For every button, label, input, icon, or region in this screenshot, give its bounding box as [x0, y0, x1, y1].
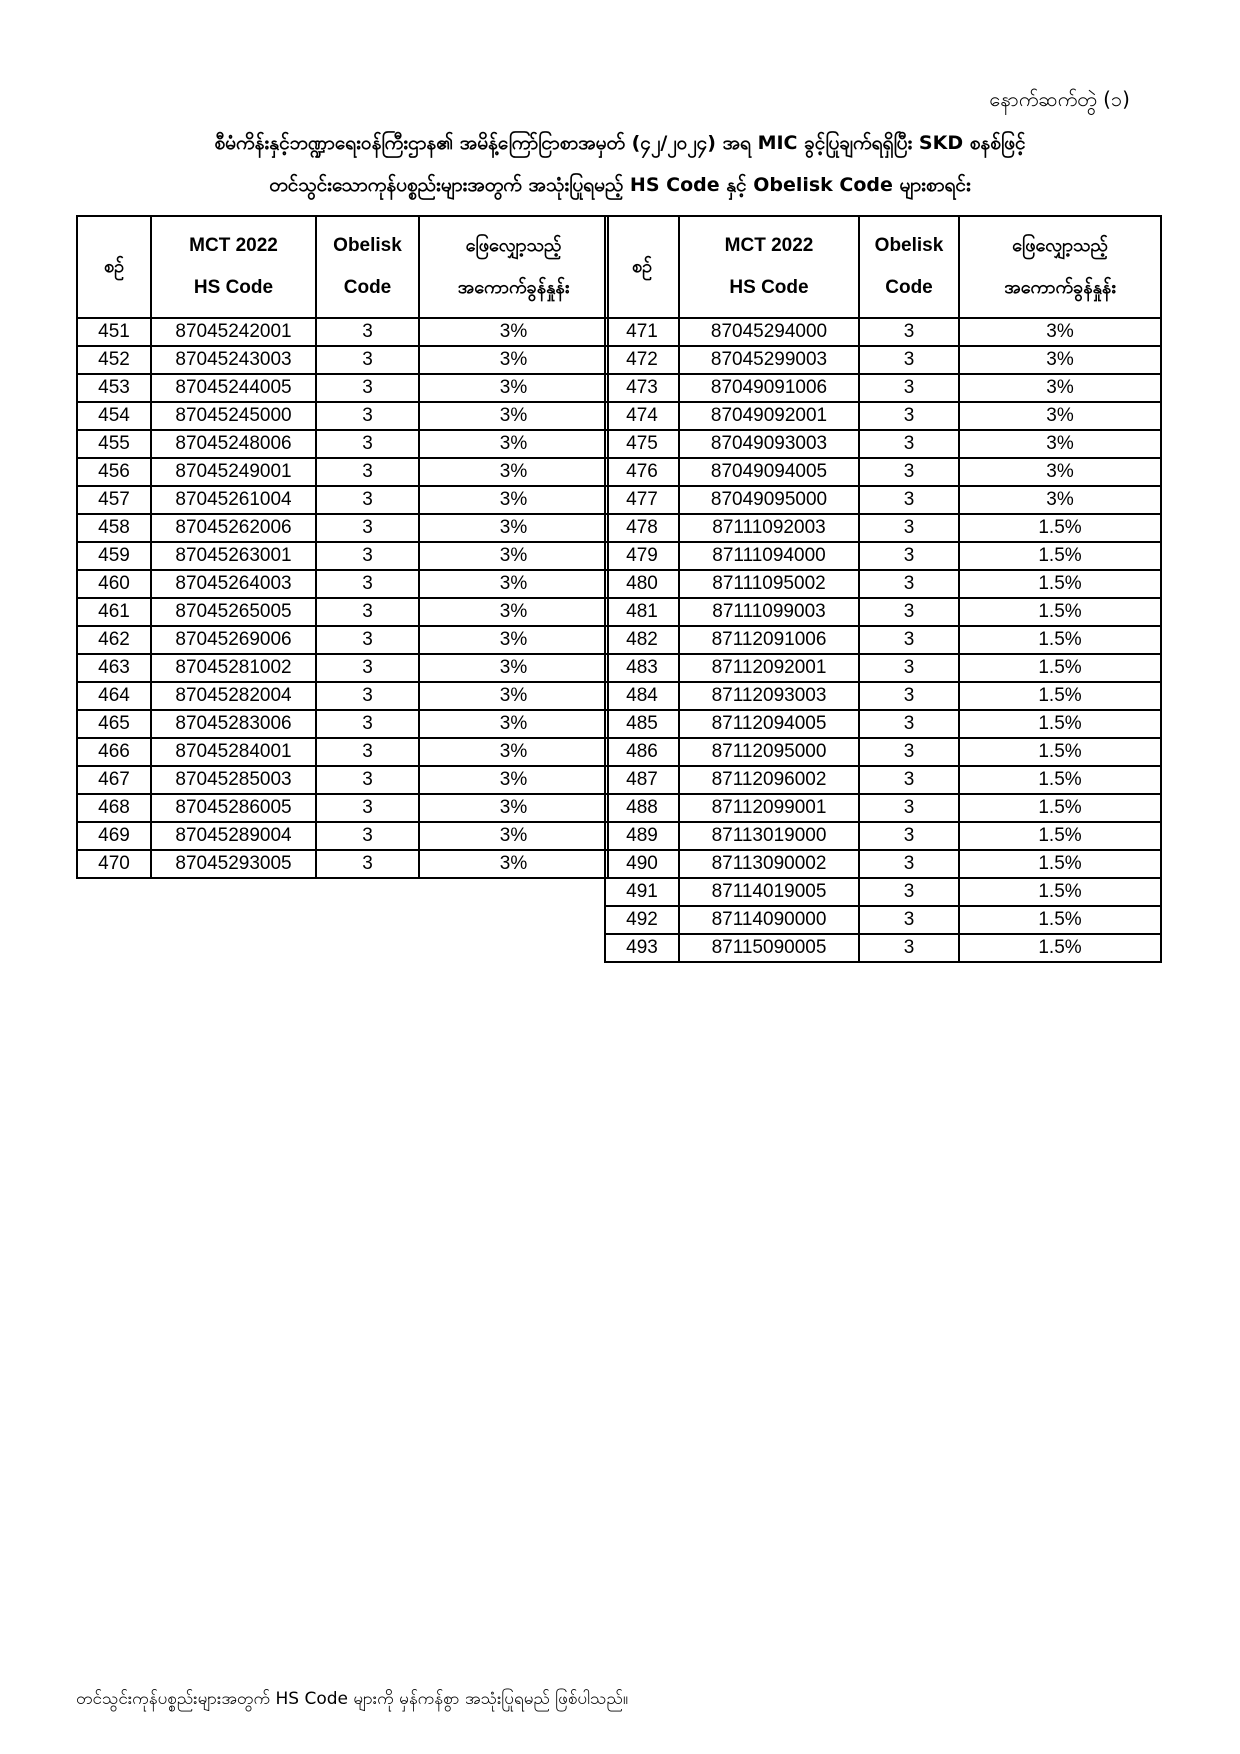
hs-code-cell: 87113090002	[679, 850, 859, 878]
obelisk-code-cell: 3	[859, 346, 959, 374]
annex-label: နောက်ဆက်တွဲ (၁)	[989, 87, 1130, 111]
hs-code-cell: 87045299003	[679, 346, 859, 374]
obelisk-code-cell: 3	[859, 402, 959, 430]
hs-code-cell: 87045282004	[151, 682, 316, 710]
obelisk-code-cell: 3	[859, 458, 959, 486]
obelisk-code-cell: 3	[859, 682, 959, 710]
header-hs-code-line2: HS Code	[729, 277, 809, 298]
obelisk-code-cell: 3	[859, 626, 959, 654]
obelisk-code-cell: 3	[859, 374, 959, 402]
duty-rate-cell: 3%	[419, 738, 608, 766]
duty-rate-cell: 1.5%	[959, 822, 1161, 850]
duty-rate-cell: 1.5%	[959, 514, 1161, 542]
table-row	[77, 542, 608, 570]
serial-cell: 455	[77, 430, 151, 458]
obelisk-code-cell: 3	[316, 570, 419, 598]
duty-rate-cell: 1.5%	[959, 878, 1161, 906]
serial-cell: 467	[77, 766, 151, 794]
obelisk-code-cell: 3	[859, 710, 959, 738]
serial-cell: 488	[605, 794, 679, 822]
table-row	[605, 766, 1161, 794]
hs-code-cell: 87113019000	[679, 822, 859, 850]
obelisk-code-cell: 3	[859, 906, 959, 934]
hs-code-cell: 87045264003	[151, 570, 316, 598]
obelisk-code-cell: 3	[859, 850, 959, 878]
table-row	[77, 570, 608, 598]
serial-cell: 478	[605, 514, 679, 542]
duty-rate-cell: 3%	[419, 710, 608, 738]
hs-code-cell: 87045262006	[151, 514, 316, 542]
header-rate-line1: ဖြေလျှော့သည့်	[465, 235, 562, 256]
duty-rate-cell: 3%	[419, 486, 608, 514]
hs-code-cell: 87111099003	[679, 598, 859, 626]
header-duty-rate	[419, 216, 608, 318]
table-row	[605, 710, 1161, 738]
table-row	[77, 654, 608, 682]
duty-rate-cell: 1.5%	[959, 598, 1161, 626]
hs-code-cell: 87115090005	[679, 934, 859, 962]
table-row	[605, 822, 1161, 850]
table-row	[605, 486, 1161, 514]
table-row	[605, 374, 1161, 402]
table-row	[77, 374, 608, 402]
table-row	[77, 318, 608, 346]
header-serial: စဉ်	[605, 216, 679, 318]
obelisk-code-cell: 3	[859, 794, 959, 822]
table-row	[605, 626, 1161, 654]
serial-cell: 483	[605, 654, 679, 682]
duty-rate-cell: 3%	[419, 570, 608, 598]
table-row	[605, 850, 1161, 878]
header-obelisk-code	[859, 216, 959, 318]
serial-cell: 479	[605, 542, 679, 570]
hs-code-cell: 87112099001	[679, 794, 859, 822]
serial-cell: 476	[605, 458, 679, 486]
table-row	[605, 542, 1161, 570]
header-obelisk-line2: Code	[343, 277, 392, 298]
serial-cell: 469	[77, 822, 151, 850]
obelisk-code-cell: 3	[316, 738, 419, 766]
obelisk-code-cell: 3	[316, 850, 419, 878]
table-row	[77, 402, 608, 430]
header-obelisk-line2: Code	[885, 277, 933, 298]
serial-cell: 454	[77, 402, 151, 430]
table-row	[605, 682, 1161, 710]
serial-cell: 457	[77, 486, 151, 514]
table-row	[77, 430, 608, 458]
header-serial: စဉ်	[77, 216, 151, 318]
duty-rate-cell: 3%	[419, 318, 608, 346]
hs-code-cell: 87112095000	[679, 738, 859, 766]
serial-cell: 459	[77, 542, 151, 570]
duty-rate-cell: 3%	[419, 654, 608, 682]
table-row	[605, 346, 1161, 374]
obelisk-code-cell: 3	[859, 542, 959, 570]
duty-rate-cell: 3%	[419, 374, 608, 402]
table-row	[77, 682, 608, 710]
obelisk-code-cell: 3	[316, 822, 419, 850]
serial-cell: 461	[77, 598, 151, 626]
hs-code-cell: 87049091006	[679, 374, 859, 402]
obelisk-code-cell: 3	[859, 486, 959, 514]
serial-cell: 452	[77, 346, 151, 374]
duty-rate-cell: 1.5%	[959, 766, 1161, 794]
duty-rate-cell: 3%	[959, 402, 1161, 430]
hs-code-cell: 87045249001	[151, 458, 316, 486]
hs-code-cell: 87114019005	[679, 878, 859, 906]
header-hs-code-line2: HS Code	[193, 277, 274, 298]
duty-rate-cell: 3%	[959, 374, 1161, 402]
serial-cell: 484	[605, 682, 679, 710]
obelisk-code-cell: 3	[859, 430, 959, 458]
header-hs-code	[679, 216, 859, 318]
serial-cell: 470	[77, 850, 151, 878]
obelisk-code-cell: 3	[859, 934, 959, 962]
duty-rate-cell: 1.5%	[959, 934, 1161, 962]
table-row	[605, 934, 1161, 962]
table-row	[605, 514, 1161, 542]
table-header-row	[77, 216, 608, 318]
serial-cell: 451	[77, 318, 151, 346]
obelisk-code-cell: 3	[316, 346, 419, 374]
duty-rate-cell: 3%	[419, 794, 608, 822]
serial-cell: 486	[605, 738, 679, 766]
duty-rate-cell: 3%	[419, 402, 608, 430]
serial-cell: 481	[605, 598, 679, 626]
serial-cell: 458	[77, 514, 151, 542]
hs-code-cell: 87045289004	[151, 822, 316, 850]
table-row	[77, 458, 608, 486]
obelisk-code-cell: 3	[859, 878, 959, 906]
hs-code-cell: 87049094005	[679, 458, 859, 486]
hs-code-table-left	[76, 215, 609, 879]
obelisk-code-cell: 3	[859, 598, 959, 626]
header-obelisk-line1: Obelisk	[874, 235, 944, 256]
hs-code-cell: 87045294000	[679, 318, 859, 346]
hs-code-cell: 87045243003	[151, 346, 316, 374]
hs-code-cell: 87112092001	[679, 654, 859, 682]
header-hs-code-line1: MCT 2022	[189, 235, 278, 256]
serial-cell: 453	[77, 374, 151, 402]
hs-code-cell: 87111092003	[679, 514, 859, 542]
serial-cell: 468	[77, 794, 151, 822]
duty-rate-cell: 3%	[959, 430, 1161, 458]
hs-code-cell: 87045284001	[151, 738, 316, 766]
obelisk-code-cell: 3	[316, 514, 419, 542]
hs-code-cell: 87045281002	[151, 654, 316, 682]
duty-rate-cell: 1.5%	[959, 710, 1161, 738]
duty-rate-cell: 3%	[419, 682, 608, 710]
obelisk-code-cell: 3	[859, 570, 959, 598]
serial-cell: 471	[605, 318, 679, 346]
hs-code-cell: 87045245000	[151, 402, 316, 430]
obelisk-code-cell: 3	[316, 486, 419, 514]
duty-rate-cell: 1.5%	[959, 542, 1161, 570]
serial-cell: 473	[605, 374, 679, 402]
hs-code-cell: 87045293005	[151, 850, 316, 878]
hs-code-table-right	[604, 215, 1162, 963]
obelisk-code-cell: 3	[859, 654, 959, 682]
table-row	[77, 710, 608, 738]
duty-rate-cell: 3%	[419, 346, 608, 374]
table-row	[605, 598, 1161, 626]
hs-code-cell: 87112093003	[679, 682, 859, 710]
obelisk-code-cell: 3	[316, 766, 419, 794]
duty-rate-cell: 3%	[959, 346, 1161, 374]
table-row	[77, 850, 608, 878]
obelisk-code-cell: 3	[316, 318, 419, 346]
serial-cell: 489	[605, 822, 679, 850]
obelisk-code-cell: 3	[859, 318, 959, 346]
hs-code-cell: 87112091006	[679, 626, 859, 654]
duty-rate-cell: 3%	[419, 430, 608, 458]
serial-cell: 485	[605, 710, 679, 738]
table-row	[605, 654, 1161, 682]
duty-rate-cell: 3%	[419, 850, 608, 878]
obelisk-code-cell: 3	[859, 822, 959, 850]
serial-cell: 490	[605, 850, 679, 878]
table-body-left	[77, 318, 608, 878]
table-row	[77, 598, 608, 626]
hs-code-cell: 87049093003	[679, 430, 859, 458]
table-row	[77, 766, 608, 794]
obelisk-code-cell: 3	[316, 542, 419, 570]
hs-code-cell: 87045283006	[151, 710, 316, 738]
duty-rate-cell: 1.5%	[959, 626, 1161, 654]
serial-cell: 463	[77, 654, 151, 682]
serial-cell: 462	[77, 626, 151, 654]
duty-rate-cell: 1.5%	[959, 654, 1161, 682]
table-row	[77, 486, 608, 514]
table-row	[77, 822, 608, 850]
duty-rate-cell: 3%	[419, 626, 608, 654]
obelisk-code-cell: 3	[316, 430, 419, 458]
header-hs-code-line1: MCT 2022	[724, 235, 814, 256]
table-row	[605, 794, 1161, 822]
hs-code-cell: 87045286005	[151, 794, 316, 822]
duty-rate-cell: 1.5%	[959, 570, 1161, 598]
table-header-row	[605, 216, 1161, 318]
duty-rate-cell: 1.5%	[959, 906, 1161, 934]
serial-cell: 475	[605, 430, 679, 458]
table-row	[605, 878, 1161, 906]
table-row	[605, 430, 1161, 458]
duty-rate-cell: 3%	[419, 514, 608, 542]
serial-cell: 472	[605, 346, 679, 374]
hs-code-cell: 87045269006	[151, 626, 316, 654]
header-obelisk-line1: Obelisk	[333, 235, 402, 256]
serial-cell: 460	[77, 570, 151, 598]
serial-cell: 492	[605, 906, 679, 934]
obelisk-code-cell: 3	[316, 654, 419, 682]
footer-note: တင်သွင်းကုန်ပစ္စည်းများအတွက် HS Code များကို မှန်ကန်စွာ အသုံးပြုရမည် ဖြစ်ပါသည်။	[76, 1689, 629, 1709]
header-rate-line2: အကောက်ခွန်နှုန်း	[1004, 277, 1116, 298]
serial-cell: 466	[77, 738, 151, 766]
serial-cell: 480	[605, 570, 679, 598]
hs-code-cell: 87045263001	[151, 542, 316, 570]
table-row	[77, 794, 608, 822]
header-hs-code	[151, 216, 316, 318]
serial-cell: 465	[77, 710, 151, 738]
header-rate-line1: ဖြေလျှော့သည့်	[1012, 235, 1108, 256]
table-body-right	[605, 318, 1161, 962]
duty-rate-cell: 3%	[419, 542, 608, 570]
table-row	[605, 570, 1161, 598]
duty-rate-cell: 1.5%	[959, 682, 1161, 710]
duty-rate-cell: 3%	[419, 598, 608, 626]
table-row	[605, 738, 1161, 766]
table-row	[605, 458, 1161, 486]
serial-cell: 464	[77, 682, 151, 710]
obelisk-code-cell: 3	[316, 374, 419, 402]
table-row	[77, 738, 608, 766]
hs-code-cell: 87049095000	[679, 486, 859, 514]
table-row	[77, 514, 608, 542]
duty-rate-cell: 3%	[959, 486, 1161, 514]
hs-code-cell: 87049092001	[679, 402, 859, 430]
hs-code-cell: 87045285003	[151, 766, 316, 794]
document-title-line1: စီမံကိန်းနှင့်ဘဏ္ဍာရေးဝန်ကြီးဌာန၏ အမိန့်ကြော်ငြာစာအမှတ် (၄၂/၂၀၂၄) အရ MIC ခွင့်ပြုချက်ရရှိပြီး SKD စနစ်ဖြင့်	[214, 132, 1026, 154]
serial-cell: 487	[605, 766, 679, 794]
obelisk-code-cell: 3	[316, 458, 419, 486]
serial-cell: 482	[605, 626, 679, 654]
duty-rate-cell: 3%	[419, 458, 608, 486]
hs-code-cell: 87114090000	[679, 906, 859, 934]
obelisk-code-cell: 3	[859, 514, 959, 542]
document-title-line2: တင်သွင်းသောကုန်ပစ္စည်းများအတွက် အသုံးပြုရမည့် HS Code နှင့် Obelisk Code များစာရင်း	[269, 174, 971, 196]
obelisk-code-cell: 3	[316, 626, 419, 654]
hs-code-cell: 87045244005	[151, 374, 316, 402]
obelisk-code-cell: 3	[316, 682, 419, 710]
duty-rate-cell: 3%	[419, 822, 608, 850]
header-duty-rate	[959, 216, 1161, 318]
hs-code-cell: 87045261004	[151, 486, 316, 514]
obelisk-code-cell: 3	[859, 766, 959, 794]
header-rate-line2: အကောက်ခွန်နှုန်း	[457, 277, 570, 298]
hs-code-cell: 87111094000	[679, 542, 859, 570]
table-row	[605, 402, 1161, 430]
duty-rate-cell: 3%	[419, 766, 608, 794]
obelisk-code-cell: 3	[316, 710, 419, 738]
table-row	[605, 318, 1161, 346]
obelisk-code-cell: 3	[316, 402, 419, 430]
obelisk-code-cell: 3	[316, 794, 419, 822]
serial-cell: 493	[605, 934, 679, 962]
duty-rate-cell: 1.5%	[959, 794, 1161, 822]
hs-code-cell: 87112094005	[679, 710, 859, 738]
hs-code-cell: 87045248006	[151, 430, 316, 458]
header-obelisk-code	[316, 216, 419, 318]
serial-cell: 491	[605, 878, 679, 906]
table-row	[77, 626, 608, 654]
duty-rate-cell: 3%	[959, 458, 1161, 486]
hs-code-cell: 87045242001	[151, 318, 316, 346]
duty-rate-cell: 1.5%	[959, 738, 1161, 766]
obelisk-code-cell: 3	[316, 598, 419, 626]
serial-cell: 456	[77, 458, 151, 486]
hs-code-cell: 87111095002	[679, 570, 859, 598]
hs-code-cell: 87045265005	[151, 598, 316, 626]
obelisk-code-cell: 3	[859, 738, 959, 766]
serial-cell: 477	[605, 486, 679, 514]
duty-rate-cell: 1.5%	[959, 850, 1161, 878]
table-row	[605, 906, 1161, 934]
duty-rate-cell: 3%	[959, 318, 1161, 346]
serial-cell: 474	[605, 402, 679, 430]
table-row	[77, 346, 608, 374]
hs-code-cell: 87112096002	[679, 766, 859, 794]
